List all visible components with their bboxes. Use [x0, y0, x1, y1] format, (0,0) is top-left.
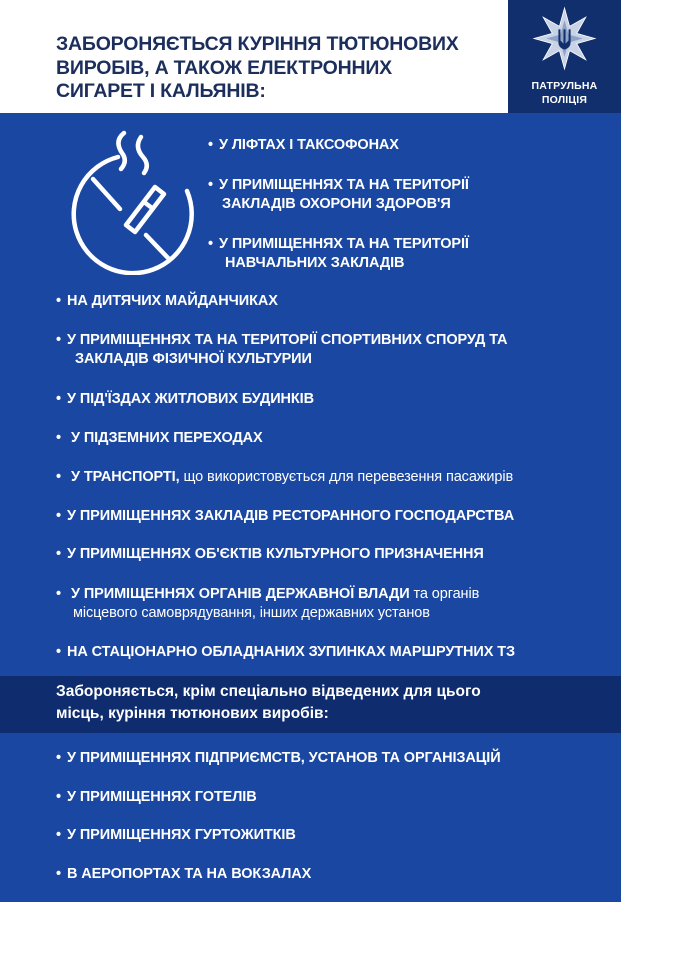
list-item [208, 176, 469, 214]
logo-line2: ПОЛІЦІЯ [541, 94, 588, 106]
title-line: СИГАРЕТ І КАЛЬЯНІВ: [56, 80, 266, 102]
bullet: • [56, 332, 61, 348]
bullet: • [56, 586, 61, 602]
bullet: • [56, 866, 61, 882]
police-star-trident-icon [532, 6, 597, 71]
bullet: • [208, 236, 213, 252]
title-line: ЗАБОРОНЯЄТЬСЯ КУРІННЯ ТЮТЮНОВИХ [56, 33, 459, 55]
bullet: • [208, 137, 213, 153]
list-item [56, 749, 501, 768]
bullet: • [56, 293, 61, 309]
item-text: У ЛІФТАХ І ТАКСОФОНАХ [219, 137, 399, 153]
item-text: У ПРИМІЩЕННЯХ ЗАКЛАДІВ РЕСТОРАННОГО ГОСПОДАРСТВА [67, 508, 515, 524]
logo-line1: ПАТРУЛЬНА [531, 80, 598, 92]
bullet: • [56, 827, 61, 843]
item-text: У ПРИМІЩЕННЯХ ТА НА ТЕРИТОРІЇ СПОРТИВНИХ СПОРУД ТА [67, 332, 508, 348]
bullet: • [56, 391, 61, 407]
list-item [56, 585, 479, 623]
list-item [208, 136, 399, 155]
list-item [56, 545, 484, 564]
title-line: ВИРОБІВ, А ТАКОЖ ЕЛЕКТРОННИХ [56, 56, 392, 79]
section-heading-line: місць, куріння тютюнових виробів: [56, 705, 329, 722]
section-heading-line: Забороняється, крім спеціально відведених для цього [56, 683, 481, 700]
item-text: У ПРИМІЩЕННЯХ ОБ'ЄКТІВ КУЛЬТУРНОГО ПРИЗНАЧЕННЯ [67, 546, 484, 562]
item-text-light: що використовується для перевезення пасажирів [179, 469, 514, 485]
bullet: • [56, 789, 61, 805]
patrol-police-logo [508, 0, 621, 113]
bullet: • [56, 508, 61, 524]
list-item [56, 865, 311, 884]
bullet: • [56, 546, 61, 562]
bullet: • [56, 469, 61, 485]
item-text: У ПРИМІЩЕННЯХ ПІДПРИЄМСТВ, УСТАНОВ ТА ОРГАНІЗАЦІЙ [67, 750, 501, 766]
item-text: НА СТАЦІОНАРНО ОБЛАДНАНИХ ЗУПИНКАХ МАРШРУТНИХ ТЗ [67, 644, 515, 660]
no-smoking-icon [66, 125, 196, 275]
item-text: У ТРАНСПОРТІ, [71, 469, 180, 485]
item-text: У ПІДЗЕМНИХ ПЕРЕХОДАХ [71, 430, 263, 446]
bullet: • [56, 750, 61, 766]
list-item [208, 235, 469, 273]
item-text-light: та органів [409, 586, 480, 602]
bullet: • [208, 177, 213, 193]
list-item [56, 429, 263, 448]
list-item [56, 643, 515, 662]
item-text-cont: місцевого самоврядування, інших державних установ [73, 605, 430, 621]
item-text: У ПРИМІЩЕННЯХ ТА НА ТЕРИТОРІЇ [219, 236, 469, 252]
list-item [56, 331, 507, 369]
item-text: У ПРИМІЩЕННЯХ ОРГАНІВ ДЕРЖАВНОЇ ВЛАДИ [71, 586, 410, 602]
item-text-cont: ЗАКЛАДІВ ОХОРОНИ ЗДОРОВ'Я [222, 196, 451, 212]
item-text-cont: ЗАКЛАДІВ ФІЗИЧНОЇ КУЛЬТУРИИ [75, 351, 312, 367]
item-text: У ПРИМІЩЕННЯХ ГУРТОЖИТКІВ [67, 827, 296, 843]
logo-caption [508, 79, 621, 107]
bullet: • [56, 430, 61, 446]
item-text: В АЕРОПОРТАХ ТА НА ВОКЗАЛАХ [67, 866, 312, 882]
list-item [56, 390, 314, 409]
bullet: • [56, 644, 61, 660]
list-item [56, 826, 296, 845]
item-text: НА ДИТЯЧИХ МАЙДАНЧИКАХ [67, 293, 278, 309]
item-text-cont: НАВЧАЛЬНИХ ЗАКЛАДІВ [225, 255, 405, 271]
item-text: У ПРИМІЩЕННЯХ ГОТЕЛІВ [67, 789, 257, 805]
item-text: У ПІД'ЇЗДАХ ЖИТЛОВИХ БУДИНКІВ [67, 391, 314, 407]
page-title [56, 33, 496, 104]
list-item [56, 292, 278, 311]
list-item [56, 788, 257, 807]
list-item [56, 468, 513, 487]
item-text: У ПРИМІЩЕННЯХ ТА НА ТЕРИТОРІЇ [219, 177, 469, 193]
list-item [56, 507, 514, 526]
section-heading [56, 681, 576, 725]
